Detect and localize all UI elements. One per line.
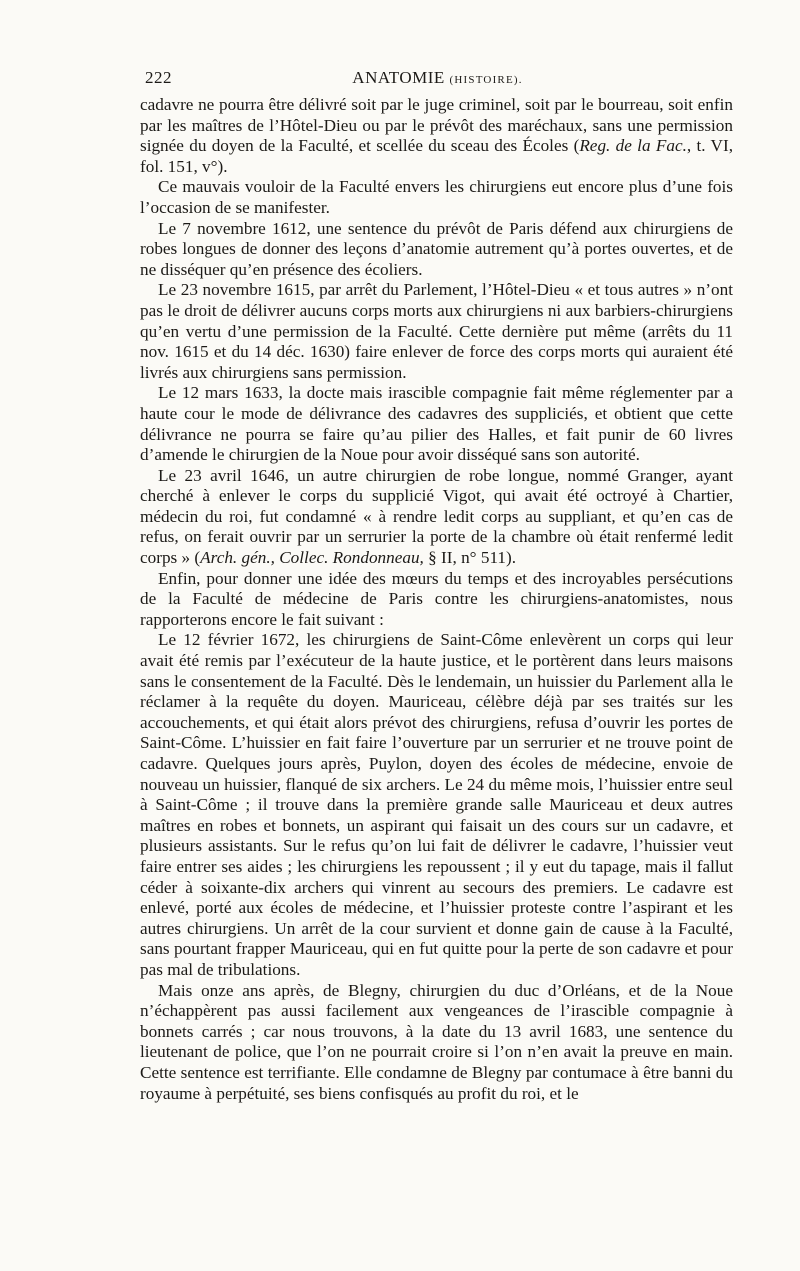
paragraph — [140, 569, 733, 631]
italic-citation: Arch. gén., Collec. Rondonneau, — [200, 548, 424, 568]
text-run: Le 7 novembre 1612, une sentence du prévôt de Paris défend aux chirurgiens de robes longues de donner des leçons d’anatomie autrement qu’à portes ouvertes, et de ne disséquer qu’en présence des écoliers. — [140, 218, 733, 279]
text-run: cadavre ne pourra être délivré soit par le juge criminel, soit par le bourreau, soit enfin par les maîtres de l’Hôtel-Dieu ou par le prévôt des maréchaux, sans une permission signée du doyen de la Faculté, et scellée du sceau des Écoles ( — [140, 95, 733, 156]
paragraph — [140, 177, 733, 218]
text-run: Ce mauvais vouloir de la Faculté envers les chirurgiens eut encore plus d’une fois l’occasion de se manifester. — [140, 177, 733, 217]
text-run: Enfin, pour donner une idée des mœurs du temps et des incroyables persécutions de la Faculté de médecine de Paris contre les chirurgiens-anatomistes, nous rapporterons encore le fait suivant : — [140, 568, 733, 629]
paragraph — [140, 981, 733, 1105]
running-title: ANATOMIE — [352, 68, 445, 87]
text-run: § II, n° 511). — [423, 548, 517, 568]
italic-citation: Reg. de la Fac. — [579, 136, 687, 156]
text-run: Le 23 novembre 1615, par arrêt du Parlement, l’Hôtel-Dieu « et tous autres » n’ont pas le droit de délivrer aucuns corps morts aux chirurgiens ni aux barbiers-chirurgiens qu’en vertu d’une permission de la Faculté. Cette dernière put même (arrêts du 11 nov. 1615 et du 14 déc. 1630) faire enlever de force des corps morts qui auraient été livrés aux chirurgiens sans permission. — [140, 280, 733, 382]
running-subtitle: (HISTOIRE). — [449, 74, 523, 86]
text-run: , t. VI, fol. 151, v°). — [140, 136, 733, 176]
page-number: 222 — [145, 68, 172, 87]
text-run: Mais onze ans après, de Blegny, chirurgien du duc d’Orléans, et de la Noue n’échappèrent pas aussi facilement aux vengeances de l’irascible compagnie à bonnets carrés ; car nous trouvons, à la date du 13 avril 1683, une sentence du lieutenant de police, que l’on ne pourrait croire si l’on n’en avait la preuve en main. Cette sentence est terrifiante. Elle condamne de Blegny par contumace à être banni du royaume à perpétuité, ses biens confisqués au profit du roi, et le — [140, 980, 733, 1103]
text-run: Le 23 avril 1646, un autre chirurgien de robe longue, nommé Granger, ayant cherché à enlever le corps du supplicié Vigot, qui avait été octroyé à Chartier, médecin du roi, fut condamné « à rendre ledit corps au suppliant, et qu’en cas de refus, on ferait ouvrir par un serrurier la porte de la chambre où était renfermé ledit corps » ( — [140, 465, 733, 568]
text-run: Le 12 février 1672, les chirurgiens de Saint-Côme enlevèrent un corps qui leur avait été remis par l’exécuteur de la haute justice, et le portèrent dans leurs maisons sans le consentement de la Faculté. Dès le lendemain, un huissier du Parlement alla le réclamer à la requête du doyen. Mauriceau, célèbre déjà par ses traités sur les accouchements, et qui était alors prévot des chirurgiens, refusa d’ouvrir les portes de Saint-Côme. L’huissier en fait faire l’ouverture par un serrurier et ne trouve point de cadavre. Quelques jours après, Puylon, doyen des écoles de médecine, envoie de nouveau un huissier, flanqué de six archers. Le 24 du même mois, l’huissier entre seul à Saint-Côme ; il trouve dans la première grande salle Mauriceau et deux autres maîtres en robes et bonnets, un aspirant qui faisait un des cours sur un cadavre, et plusieurs assistants. Sur le refus qu’on lui fait de délivrer le cadavre, l’huissier veut faire entrer ses aides ; les chirurgiens les repoussent ; il y eut du tapage, mais il fallut céder à soixante-dix archers qui vinrent au secours des premiers. Le cadavre est enlevé, porté aux écoles de médecine, et l’huissier proteste contre l’aspirant et les autres chirurgiens. Un arrêt de la cour survient et donne gain de cause à la Faculté, sans pourtant frapper Mauriceau, qui en fut quitte pour la perte de son cadavre et pour pas mal de tribulations. — [140, 630, 733, 979]
paragraph — [140, 219, 733, 281]
paragraph — [140, 383, 733, 465]
paragraph — [140, 280, 733, 383]
running-head — [145, 68, 730, 88]
body-text — [140, 95, 733, 1104]
paragraph — [140, 466, 733, 569]
paragraph — [140, 630, 733, 980]
text-run: Le 12 mars 1633, la docte mais irascible compagnie fait même réglementer par a haute cour le mode de délivrance des cadavres des suppliciés, et obtient que cette délivrance ne pourra se faire qu’au pilier des Halles, et fait punir de 60 livres d’amende le chirurgien de la Noue pour avoir disséqué sans son autorité. — [140, 383, 733, 465]
page-header — [145, 68, 730, 94]
paragraph — [140, 95, 733, 177]
